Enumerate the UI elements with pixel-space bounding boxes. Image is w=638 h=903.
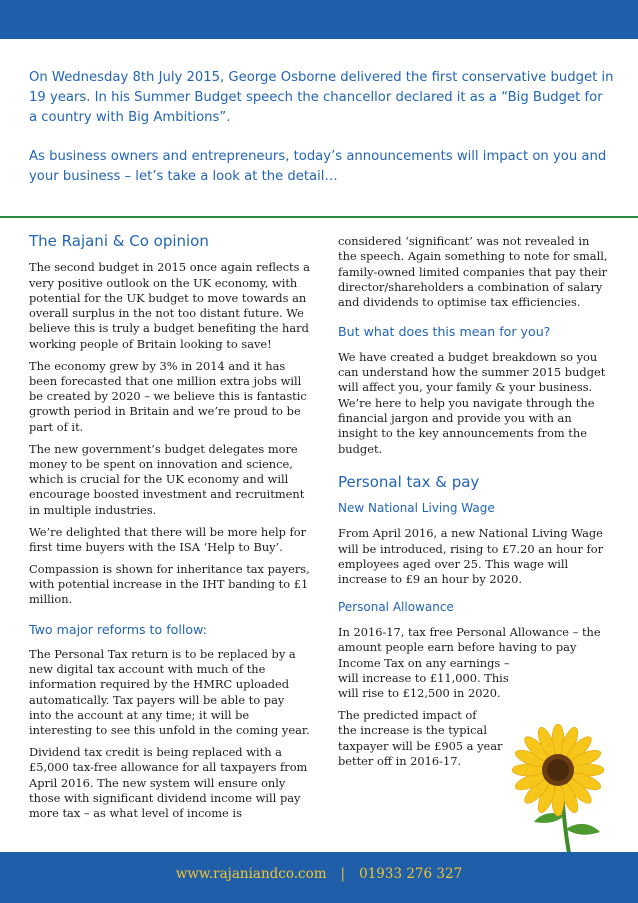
impact-line-3: taxpayer will be £905 a year [338, 738, 503, 753]
footer-separator: | [340, 866, 346, 882]
left-column [29, 234, 310, 828]
what-it-means-subheading: But what does this mean for you? [338, 324, 551, 340]
personal-allowance-subheading: Personal Allowance [338, 599, 454, 614]
sunflower-icon [500, 724, 618, 858]
right-column [338, 234, 610, 776]
opinion-paragraph-2: The economy grew by 3% in 2014 and it has been forecasted that one million extra jobs will be created by 2020 – we believe this is fantastic growth period in Britain and we’re proud to be part of it. [29, 358, 307, 434]
top-banner [0, 0, 638, 39]
opinion-paragraph-1: The second budget in 2015 once again reflects a very positive outlook on the UK economy, with potential for the UK budget to move towards an overall surplus in the not too distant future. We believe this is truly a budget benefiting the hard working people of Britain looking to save! [29, 260, 310, 351]
reforms-paragraph-2: Dividend tax credit is being replaced with a £5,000 tax-free allowance for all taxpayers from April 2016. The new system will ensure only those with significant dividend income will pay more tax – as what level of income is [29, 745, 308, 821]
intro-section [29, 68, 614, 206]
website-link[interactable]: www.rajaniandco.com [175, 866, 327, 882]
continued-paragraph: considered ‘significant’ was not revealed in the speech. Again something to note for small, family-owned limited companies that pay their director/shareholders a combination of salary and dividends to optimise tax efficiencies. [338, 234, 608, 310]
allowance-line-4: will rise to £12,500 in 2020. [338, 686, 501, 701]
allowance-line-3: will increase to £11,000. This [338, 670, 509, 685]
allowance-line-1: In 2016-17, tax free Personal Allowance – the amount people earn before having to pay [338, 624, 601, 655]
allowance-paragraph [338, 625, 610, 701]
opinion-paragraph-3: The new government’s budget delegates more money to be spent on innovation and science, which is crucial for the UK economy and will encourage boosted investment and recruitment in multiple industries. [29, 441, 305, 517]
impact-line-4: better off in 2016-17. [338, 753, 462, 768]
breakdown-paragraph: We have created a budget breakdown so you can understand how the summer 2015 budget will affect you, your family & your business. We’re here to help you navigate through the financial jargon and provide you with an insight to the key announcements from the budget. [338, 349, 606, 456]
living-wage-subheading: New National Living Wage [338, 501, 495, 516]
impact-line-1: The predicted impact of [338, 707, 477, 722]
reforms-paragraph-1: The Personal Tax return is to be replaced by a new digital tax account with much of the information required by the HMRC uploaded automatically. Tax payers will be able to pay into the account at any time; it will be interesting to see this unfold in the coming year. [29, 646, 310, 738]
intro-paragraph-2: As business owners and entrepreneurs, today’s announcements will impact on you and your business – let’s take a look at the detail… [29, 149, 607, 184]
opinion-paragraph-5: Compassion is shown for inheritance tax payers, with potential increase in the IHT banding to £1 million. [29, 561, 310, 607]
reforms-subheading: Two major reforms to follow: [29, 621, 207, 637]
personal-tax-heading: Personal tax & pay [338, 472, 480, 491]
living-wage-paragraph: From April 2016, a new National Living Wage will be introduced, rising to £7.20 an hour for employees aged over 25. This wage will increase to £9 an hour by 2020. [338, 526, 604, 587]
footer-contact [0, 866, 638, 882]
phone-number[interactable]: 01933 276 327 [359, 866, 463, 882]
opinion-heading: The Rajani & Co opinion [29, 232, 209, 250]
opinion-paragraph-4: We’re delighted that there will be more help for first time buyers with the ISA ‘Help to Buy’. [29, 524, 307, 554]
impact-line-2: the increase is the typical [338, 723, 487, 738]
section-divider [0, 216, 638, 218]
intro-paragraph-1: On Wednesday 8th July 2015, George Osborne delivered the first conservative budget in 19 years. In his Summer Budget speech the chancellor declared it as a “Big Budget for a country with Big Ambitions”. [29, 70, 614, 125]
allowance-line-2: Income Tax on any earnings – [338, 655, 510, 670]
